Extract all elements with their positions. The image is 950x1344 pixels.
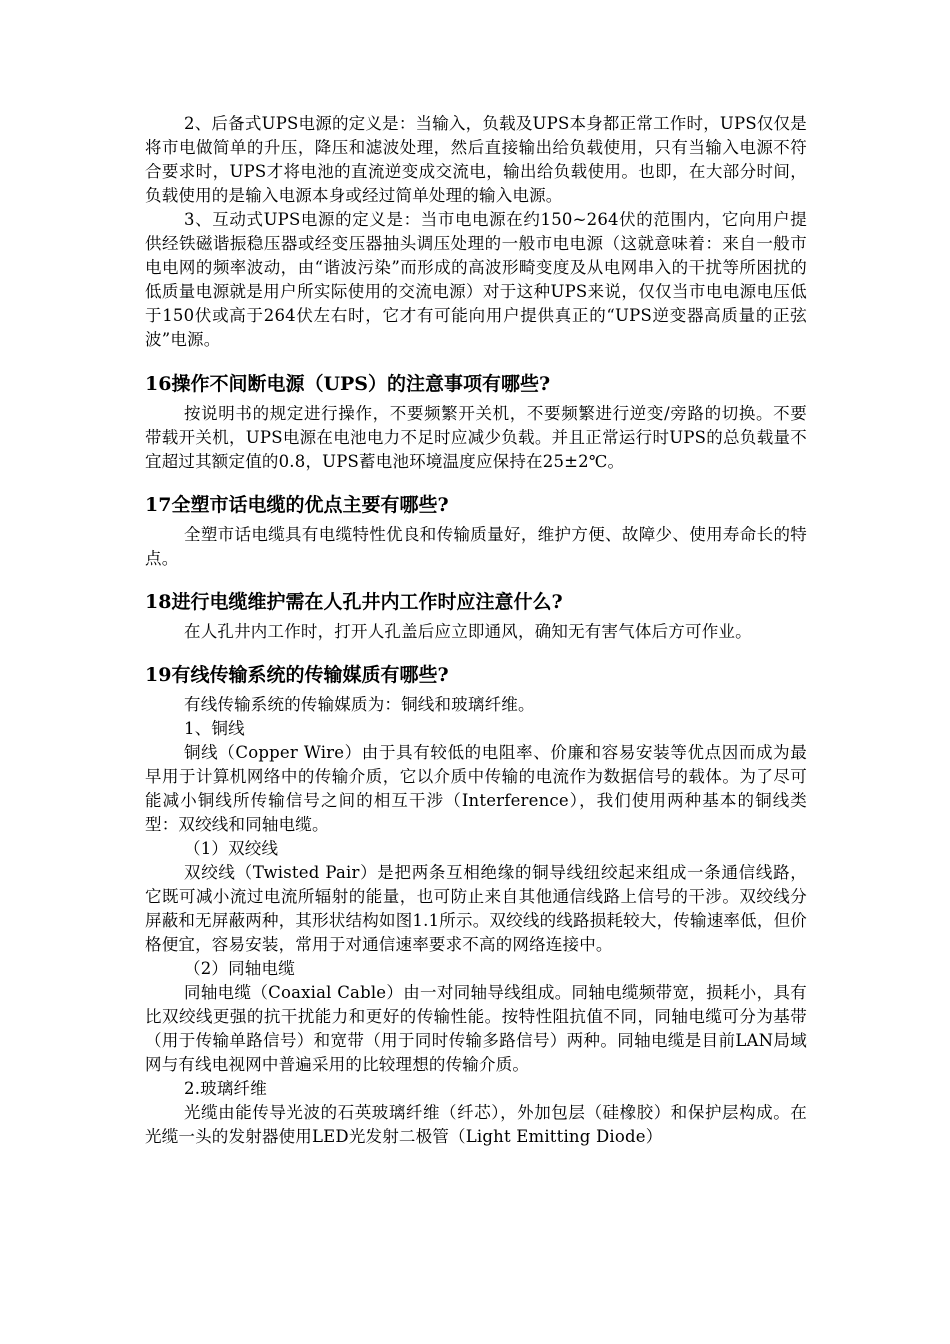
paragraph-ups-backup-definition: 2、后备式UPS电源的定义是：当输入，负载及UPS本身都正常工作时，UPS仅仅是将市电做简单的升压，降压和滤波处理，然后直接输出给负载使用，只有当输入电源不符合要求时，UPS才将电池的直流逆变成交流电，输出给负载使用。也即，在大部分时间，负载使用的是输入电源本身或经过简单处理的输入电源。	[145, 114, 807, 205]
paragraph-ups-precautions: 按说明书的规定进行操作，不要频繁开关机，不要频繁进行逆变/旁路的切换。不要带载开关机，UPS电源在电池电力不足时应减少负载。并且正常运行时UPS的总负载量不宜超过其额定值的0.8，UPS蓄电池环境温度应保持在25±2℃。	[145, 404, 807, 471]
paragraph-copper-wire: 铜线（Copper Wire）由于具有较低的电阻率、价廉和容易安装等优点因而成为最早用于计算机网络中的传输介质，它以介质中传输的电流作为数据信号的载体。为了尽可能减小铜线所传输信号之间的相互干涉（Interference），我们使用两种基本的铜线类型：双绞线和同轴电缆。	[145, 743, 807, 834]
paragraph-manhole-safety: 在人孔井内工作时，打开人孔盖后应立即通风，确知无有害气体后方可作业。	[184, 622, 752, 641]
paragraph-twisted-pair: 双绞线（Twisted Pair）是把两条互相绝缘的铜导线纽绞起来组成一条通信线路，它既可减小流过电流所辐射的能量，也可防止来自其他通信线路上信号的干涉。双绞线分屏蔽和无屏蔽两种，其形状结构如图1.1所示。双绞线的线路损耗较大，传输速率低，但价格便宜，容易安装，常用于对通信速率要求不高的网络连接中。	[145, 863, 807, 954]
document-page	[145, 112, 807, 1149]
subheading-copper-wire: 1、铜线	[184, 719, 245, 738]
section-heading-18: 18进行电缆维护需在人孔井内工作时应注意什么?	[145, 591, 563, 613]
section-heading-19: 19有线传输系统的传输媒质有哪些?	[145, 664, 449, 686]
section-heading-17: 17全塑市话电缆的优点主要有哪些?	[145, 494, 449, 516]
paragraph-media-intro: 有线传输系统的传输媒质为：铜线和玻璃纤维。	[184, 695, 535, 714]
subheading-coaxial-cable: （2）同轴电缆	[184, 959, 295, 978]
paragraph-optical-cable: 光缆由能传导光波的石英玻璃纤维（纤芯），外加包层（硅橡胶）和保护层构成。在光缆一头的发射器使用LED光发射二极管（Light Emitting Diode）	[145, 1103, 807, 1146]
paragraph-coaxial-cable: 同轴电缆（Coaxial Cable）由一对同轴导线组成。同轴电缆频带宽，损耗小，具有比双绞线更强的抗干扰能力和更好的传输性能。按特性阻抗值不同，同轴电缆可分为基带（用于传输单路信号）和宽带（用于同时传输多路信号）两种。同轴电缆是目前LAN局域网与有线电视网中普遍采用的比较理想的传输介质。	[145, 983, 807, 1074]
subheading-twisted-pair: （1）双绞线	[184, 839, 279, 858]
paragraph-ups-interactive-definition: 3、互动式UPS电源的定义是：当市电电源在约150~264伏的范围内，它向用户提供经铁磁谐振稳压器或经变压器抽头调压处理的一般市电电源（这就意味着：来自一般市电电网的频率波动，由“谐波污染”而形成的高波形畸变度及从电网串入的干扰等所困扰的低质量电源就是用户所实际使用的交流电源）对于这种UPS来说，仅仅当市电电源电压低于150伏或高于264伏左右时，它才有可能向用户提供真正的“UPS逆变器高质量的正弦波”电源。	[145, 210, 807, 349]
section-heading-16: 16操作不间断电源（UPS）的注意事项有哪些?	[145, 373, 551, 395]
subheading-glass-fiber: 2.玻璃纤维	[184, 1079, 267, 1098]
paragraph-plastic-cable-advantages: 全塑市话电缆具有电缆特性优良和传输质量好，维护方便、故障少、使用寿命长的特点。	[145, 525, 807, 568]
